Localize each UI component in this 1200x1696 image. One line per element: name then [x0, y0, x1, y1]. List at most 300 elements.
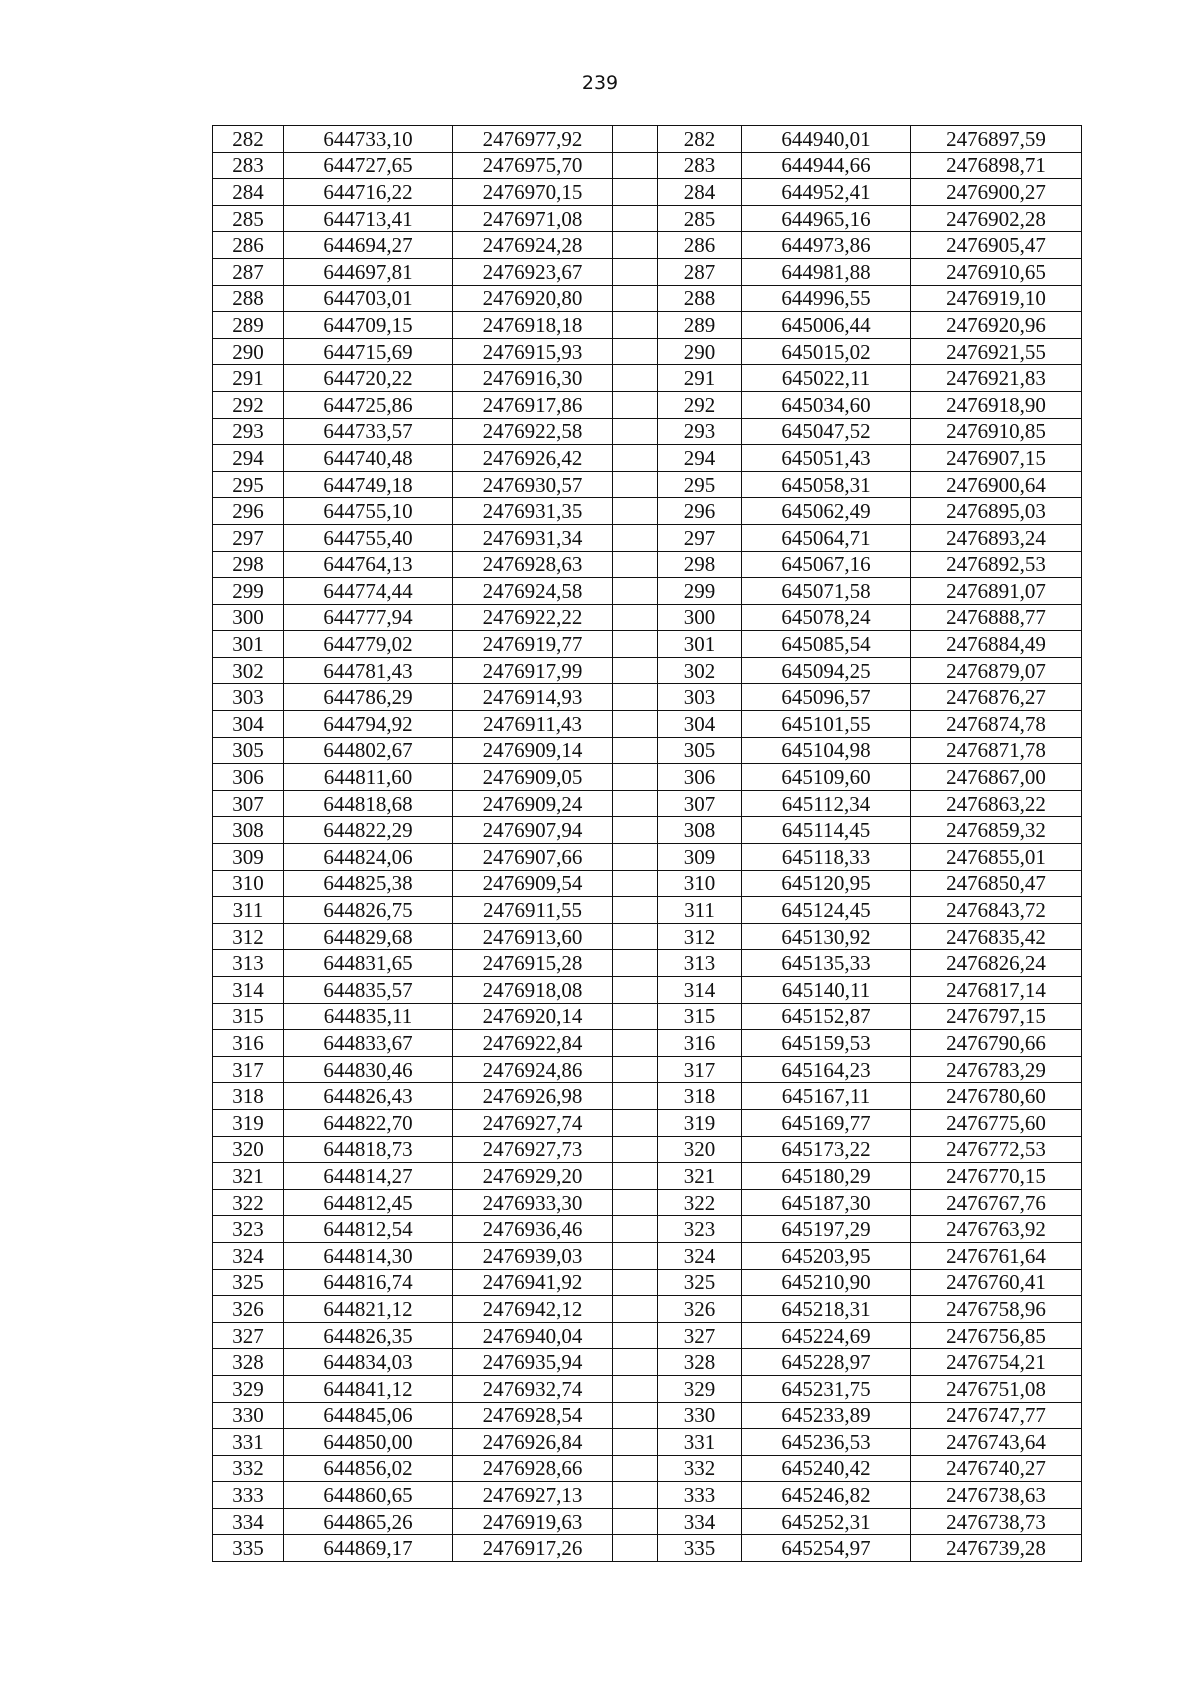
- x-coordinate-left: 644835,57: [284, 977, 453, 1004]
- point-number-right: 308: [658, 817, 742, 844]
- y-coordinate-right: 2476743,64: [911, 1429, 1082, 1456]
- x-coordinate-right: 645062,49: [742, 498, 911, 525]
- y-coordinate-right: 2476897,59: [911, 126, 1082, 153]
- y-coordinate-right: 2476876,27: [911, 684, 1082, 711]
- y-coordinate-left: 2476920,80: [453, 285, 613, 312]
- x-coordinate-right: 645231,75: [742, 1375, 911, 1402]
- y-coordinate-left: 2476923,67: [453, 258, 613, 285]
- table-row: [213, 604, 1082, 631]
- x-coordinate-left: 644826,35: [284, 1322, 453, 1349]
- point-number-left: 313: [213, 950, 284, 977]
- y-coordinate-right: 2476907,15: [911, 445, 1082, 472]
- x-coordinate-left: 644826,75: [284, 897, 453, 924]
- x-coordinate-left: 644733,57: [284, 418, 453, 445]
- point-number-left: 290: [213, 338, 284, 365]
- x-coordinate-left: 644715,69: [284, 338, 453, 365]
- table-row: [213, 152, 1082, 179]
- empty-separator-cell: [613, 1455, 658, 1482]
- x-coordinate-right: 645180,29: [742, 1163, 911, 1190]
- y-coordinate-right: 2476895,03: [911, 498, 1082, 525]
- table-row: [213, 578, 1082, 605]
- x-coordinate-right: 645169,77: [742, 1109, 911, 1136]
- x-coordinate-right: 645159,53: [742, 1030, 911, 1057]
- x-coordinate-right: 645246,82: [742, 1482, 911, 1509]
- point-number-right: 284: [658, 179, 742, 206]
- empty-separator-cell: [613, 817, 658, 844]
- y-coordinate-right: 2476758,96: [911, 1296, 1082, 1323]
- point-number-left: 309: [213, 844, 284, 871]
- y-coordinate-left: 2476926,42: [453, 445, 613, 472]
- empty-separator-cell: [613, 1109, 658, 1136]
- table-row: [213, 418, 1082, 445]
- empty-separator-cell: [613, 844, 658, 871]
- y-coordinate-left: 2476909,24: [453, 790, 613, 817]
- x-coordinate-right: 645218,31: [742, 1296, 911, 1323]
- x-coordinate-right: 645124,45: [742, 897, 911, 924]
- point-number-left: 296: [213, 498, 284, 525]
- empty-separator-cell: [613, 950, 658, 977]
- empty-separator-cell: [613, 737, 658, 764]
- point-number-left: 292: [213, 391, 284, 418]
- point-number-right: 335: [658, 1535, 742, 1562]
- y-coordinate-right: 2476775,60: [911, 1109, 1082, 1136]
- table-row: [213, 657, 1082, 684]
- x-coordinate-right: 645252,31: [742, 1508, 911, 1535]
- empty-separator-cell: [613, 126, 658, 153]
- y-coordinate-right: 2476790,66: [911, 1030, 1082, 1057]
- y-coordinate-right: 2476910,85: [911, 418, 1082, 445]
- y-coordinate-left: 2476918,18: [453, 312, 613, 339]
- x-coordinate-left: 644812,45: [284, 1189, 453, 1216]
- y-coordinate-left: 2476909,05: [453, 764, 613, 791]
- empty-separator-cell: [613, 471, 658, 498]
- empty-separator-cell: [613, 1136, 658, 1163]
- table-row: [213, 445, 1082, 472]
- point-number-left: 308: [213, 817, 284, 844]
- table-row: [213, 1189, 1082, 1216]
- x-coordinate-left: 644811,60: [284, 764, 453, 791]
- y-coordinate-left: 2476917,86: [453, 391, 613, 418]
- table-row: [213, 631, 1082, 658]
- y-coordinate-right: 2476920,96: [911, 312, 1082, 339]
- point-number-left: 326: [213, 1296, 284, 1323]
- point-number-left: 291: [213, 365, 284, 392]
- x-coordinate-right: 645015,02: [742, 338, 911, 365]
- point-number-left: 324: [213, 1242, 284, 1269]
- x-coordinate-right: 645210,90: [742, 1269, 911, 1296]
- y-coordinate-right: 2476859,32: [911, 817, 1082, 844]
- empty-separator-cell: [613, 365, 658, 392]
- y-coordinate-left: 2476977,92: [453, 126, 613, 153]
- point-number-left: 284: [213, 179, 284, 206]
- x-coordinate-right: 645118,33: [742, 844, 911, 871]
- point-number-right: 311: [658, 897, 742, 924]
- table-row: [213, 391, 1082, 418]
- y-coordinate-left: 2476928,66: [453, 1455, 613, 1482]
- x-coordinate-left: 644869,17: [284, 1535, 453, 1562]
- x-coordinate-left: 644749,18: [284, 471, 453, 498]
- y-coordinate-right: 2476756,85: [911, 1322, 1082, 1349]
- point-number-right: 328: [658, 1349, 742, 1376]
- y-coordinate-left: 2476927,13: [453, 1482, 613, 1509]
- point-number-left: 283: [213, 152, 284, 179]
- y-coordinate-right: 2476871,78: [911, 737, 1082, 764]
- point-number-right: 318: [658, 1083, 742, 1110]
- y-coordinate-right: 2476879,07: [911, 657, 1082, 684]
- y-coordinate-left: 2476928,54: [453, 1402, 613, 1429]
- x-coordinate-left: 644802,67: [284, 737, 453, 764]
- point-number-right: 329: [658, 1375, 742, 1402]
- point-number-right: 302: [658, 657, 742, 684]
- point-number-left: 300: [213, 604, 284, 631]
- point-number-left: 321: [213, 1163, 284, 1190]
- point-number-left: 312: [213, 923, 284, 950]
- empty-separator-cell: [613, 1535, 658, 1562]
- point-number-left: 285: [213, 205, 284, 232]
- y-coordinate-left: 2476931,34: [453, 524, 613, 551]
- table-row: [213, 1508, 1082, 1535]
- point-number-right: 324: [658, 1242, 742, 1269]
- x-coordinate-right: 645228,97: [742, 1349, 911, 1376]
- y-coordinate-right: 2476905,47: [911, 232, 1082, 259]
- empty-separator-cell: [613, 179, 658, 206]
- x-coordinate-right: 645130,92: [742, 923, 911, 950]
- point-number-right: 333: [658, 1482, 742, 1509]
- empty-separator-cell: [613, 1189, 658, 1216]
- point-number-left: 303: [213, 684, 284, 711]
- y-coordinate-right: 2476892,53: [911, 551, 1082, 578]
- point-number-right: 331: [658, 1429, 742, 1456]
- point-number-left: 319: [213, 1109, 284, 1136]
- y-coordinate-right: 2476919,10: [911, 285, 1082, 312]
- point-number-left: 322: [213, 1189, 284, 1216]
- empty-separator-cell: [613, 1003, 658, 1030]
- x-coordinate-left: 644786,29: [284, 684, 453, 711]
- x-coordinate-right: 645254,97: [742, 1535, 911, 1562]
- point-number-right: 287: [658, 258, 742, 285]
- table-row: [213, 1535, 1082, 1562]
- x-coordinate-left: 644697,81: [284, 258, 453, 285]
- table-row: [213, 711, 1082, 738]
- empty-separator-cell: [613, 1030, 658, 1057]
- y-coordinate-left: 2476919,63: [453, 1508, 613, 1535]
- point-number-left: 323: [213, 1216, 284, 1243]
- empty-separator-cell: [613, 1429, 658, 1456]
- y-coordinate-right: 2476797,15: [911, 1003, 1082, 1030]
- x-coordinate-right: 645240,42: [742, 1455, 911, 1482]
- y-coordinate-right: 2476826,24: [911, 950, 1082, 977]
- point-number-right: 312: [658, 923, 742, 950]
- y-coordinate-left: 2476918,08: [453, 977, 613, 1004]
- x-coordinate-left: 644825,38: [284, 870, 453, 897]
- y-coordinate-right: 2476783,29: [911, 1056, 1082, 1083]
- x-coordinate-left: 644733,10: [284, 126, 453, 153]
- y-coordinate-left: 2476916,30: [453, 365, 613, 392]
- y-coordinate-right: 2476780,60: [911, 1083, 1082, 1110]
- x-coordinate-left: 644860,65: [284, 1482, 453, 1509]
- y-coordinate-right: 2476893,24: [911, 524, 1082, 551]
- point-number-right: 307: [658, 790, 742, 817]
- point-number-right: 292: [658, 391, 742, 418]
- x-coordinate-right: 645135,33: [742, 950, 911, 977]
- x-coordinate-right: 645152,87: [742, 1003, 911, 1030]
- y-coordinate-right: 2476761,64: [911, 1242, 1082, 1269]
- point-number-left: 294: [213, 445, 284, 472]
- y-coordinate-left: 2476924,86: [453, 1056, 613, 1083]
- point-number-right: 314: [658, 977, 742, 1004]
- table-row: [213, 1296, 1082, 1323]
- point-number-left: 328: [213, 1349, 284, 1376]
- empty-separator-cell: [613, 1216, 658, 1243]
- empty-separator-cell: [613, 285, 658, 312]
- x-coordinate-right: 645101,55: [742, 711, 911, 738]
- point-number-right: 282: [658, 126, 742, 153]
- y-coordinate-right: 2476843,72: [911, 897, 1082, 924]
- point-number-left: 305: [213, 737, 284, 764]
- table-row: [213, 285, 1082, 312]
- table-row: [213, 179, 1082, 206]
- point-number-left: 282: [213, 126, 284, 153]
- empty-separator-cell: [613, 391, 658, 418]
- y-coordinate-right: 2476751,08: [911, 1375, 1082, 1402]
- empty-separator-cell: [613, 1242, 658, 1269]
- empty-separator-cell: [613, 711, 658, 738]
- x-coordinate-left: 644834,03: [284, 1349, 453, 1376]
- empty-separator-cell: [613, 152, 658, 179]
- x-coordinate-right: 645096,57: [742, 684, 911, 711]
- x-coordinate-right: 645167,11: [742, 1083, 911, 1110]
- y-coordinate-right: 2476760,41: [911, 1269, 1082, 1296]
- x-coordinate-left: 644822,29: [284, 817, 453, 844]
- empty-separator-cell: [613, 524, 658, 551]
- y-coordinate-left: 2476919,77: [453, 631, 613, 658]
- x-coordinate-right: 644940,01: [742, 126, 911, 153]
- x-coordinate-left: 644812,54: [284, 1216, 453, 1243]
- x-coordinate-left: 644826,43: [284, 1083, 453, 1110]
- x-coordinate-right: 644965,16: [742, 205, 911, 232]
- x-coordinate-right: 645112,34: [742, 790, 911, 817]
- point-number-right: 319: [658, 1109, 742, 1136]
- x-coordinate-right: 645197,29: [742, 1216, 911, 1243]
- y-coordinate-right: 2476850,47: [911, 870, 1082, 897]
- empty-separator-cell: [613, 551, 658, 578]
- point-number-right: 315: [658, 1003, 742, 1030]
- table-row: [213, 365, 1082, 392]
- point-number-left: 317: [213, 1056, 284, 1083]
- point-number-right: 317: [658, 1056, 742, 1083]
- x-coordinate-left: 644725,86: [284, 391, 453, 418]
- point-number-left: 335: [213, 1535, 284, 1562]
- x-coordinate-right: 645203,95: [742, 1242, 911, 1269]
- x-coordinate-left: 644755,40: [284, 524, 453, 551]
- point-number-left: 316: [213, 1030, 284, 1057]
- point-number-right: 332: [658, 1455, 742, 1482]
- point-number-left: 293: [213, 418, 284, 445]
- point-number-left: 325: [213, 1269, 284, 1296]
- x-coordinate-left: 644694,27: [284, 232, 453, 259]
- point-number-right: 316: [658, 1030, 742, 1057]
- x-coordinate-left: 644781,43: [284, 657, 453, 684]
- empty-separator-cell: [613, 1482, 658, 1509]
- empty-separator-cell: [613, 498, 658, 525]
- y-coordinate-right: 2476891,07: [911, 578, 1082, 605]
- point-number-left: 302: [213, 657, 284, 684]
- x-coordinate-right: 645187,30: [742, 1189, 911, 1216]
- point-number-left: 306: [213, 764, 284, 791]
- y-coordinate-right: 2476754,21: [911, 1349, 1082, 1376]
- point-number-left: 286: [213, 232, 284, 259]
- empty-separator-cell: [613, 923, 658, 950]
- x-coordinate-right: 645034,60: [742, 391, 911, 418]
- empty-separator-cell: [613, 1349, 658, 1376]
- point-number-left: 288: [213, 285, 284, 312]
- y-coordinate-right: 2476772,53: [911, 1136, 1082, 1163]
- y-coordinate-left: 2476915,28: [453, 950, 613, 977]
- y-coordinate-left: 2476922,22: [453, 604, 613, 631]
- y-coordinate-right: 2476910,65: [911, 258, 1082, 285]
- empty-separator-cell: [613, 1083, 658, 1110]
- point-number-right: 330: [658, 1402, 742, 1429]
- empty-separator-cell: [613, 684, 658, 711]
- x-coordinate-right: 645047,52: [742, 418, 911, 445]
- point-number-left: 287: [213, 258, 284, 285]
- point-number-right: 322: [658, 1189, 742, 1216]
- empty-separator-cell: [613, 604, 658, 631]
- point-number-right: 313: [658, 950, 742, 977]
- y-coordinate-left: 2476915,93: [453, 338, 613, 365]
- point-number-right: 334: [658, 1508, 742, 1535]
- point-number-left: 331: [213, 1429, 284, 1456]
- x-coordinate-left: 644764,13: [284, 551, 453, 578]
- table-row: [213, 1349, 1082, 1376]
- y-coordinate-left: 2476922,58: [453, 418, 613, 445]
- y-coordinate-right: 2476898,71: [911, 152, 1082, 179]
- point-number-right: 320: [658, 1136, 742, 1163]
- y-coordinate-left: 2476909,54: [453, 870, 613, 897]
- table-row: [213, 1136, 1082, 1163]
- table-row: [213, 897, 1082, 924]
- empty-separator-cell: [613, 1375, 658, 1402]
- x-coordinate-right: 645173,22: [742, 1136, 911, 1163]
- table-row: [213, 923, 1082, 950]
- x-coordinate-left: 644814,27: [284, 1163, 453, 1190]
- y-coordinate-left: 2476930,57: [453, 471, 613, 498]
- point-number-right: 298: [658, 551, 742, 578]
- empty-separator-cell: [613, 578, 658, 605]
- point-number-right: 303: [658, 684, 742, 711]
- y-coordinate-right: 2476884,49: [911, 631, 1082, 658]
- table-row: [213, 1375, 1082, 1402]
- table-row: [213, 764, 1082, 791]
- x-coordinate-left: 644822,70: [284, 1109, 453, 1136]
- table-row: [213, 1402, 1082, 1429]
- x-coordinate-right: 645109,60: [742, 764, 911, 791]
- y-coordinate-left: 2476913,60: [453, 923, 613, 950]
- table-row: [213, 1216, 1082, 1243]
- point-number-right: 289: [658, 312, 742, 339]
- point-number-right: 293: [658, 418, 742, 445]
- y-coordinate-right: 2476763,92: [911, 1216, 1082, 1243]
- x-coordinate-left: 644829,68: [284, 923, 453, 950]
- x-coordinate-right: 645094,25: [742, 657, 911, 684]
- point-number-left: 329: [213, 1375, 284, 1402]
- y-coordinate-left: 2476907,66: [453, 844, 613, 871]
- y-coordinate-left: 2476975,70: [453, 152, 613, 179]
- empty-separator-cell: [613, 870, 658, 897]
- x-coordinate-left: 644818,73: [284, 1136, 453, 1163]
- y-coordinate-left: 2476909,14: [453, 737, 613, 764]
- y-coordinate-left: 2476922,84: [453, 1030, 613, 1057]
- table-row: [213, 1429, 1082, 1456]
- table-row: [213, 950, 1082, 977]
- x-coordinate-left: 644703,01: [284, 285, 453, 312]
- table-row: [213, 817, 1082, 844]
- y-coordinate-left: 2476970,15: [453, 179, 613, 206]
- x-coordinate-left: 644833,67: [284, 1030, 453, 1057]
- y-coordinate-right: 2476900,27: [911, 179, 1082, 206]
- table-row: [213, 338, 1082, 365]
- table-row: [213, 1030, 1082, 1057]
- point-number-right: 301: [658, 631, 742, 658]
- point-number-right: 327: [658, 1322, 742, 1349]
- x-coordinate-left: 644777,94: [284, 604, 453, 631]
- x-coordinate-right: 644981,88: [742, 258, 911, 285]
- empty-separator-cell: [613, 1056, 658, 1083]
- table-row: [213, 524, 1082, 551]
- empty-separator-cell: [613, 764, 658, 791]
- x-coordinate-left: 644818,68: [284, 790, 453, 817]
- y-coordinate-left: 2476911,43: [453, 711, 613, 738]
- point-number-left: 304: [213, 711, 284, 738]
- x-coordinate-left: 644740,48: [284, 445, 453, 472]
- y-coordinate-right: 2476888,77: [911, 604, 1082, 631]
- table-row: [213, 1083, 1082, 1110]
- y-coordinate-right: 2476867,00: [911, 764, 1082, 791]
- x-coordinate-left: 644716,22: [284, 179, 453, 206]
- x-coordinate-left: 644841,12: [284, 1375, 453, 1402]
- point-number-right: 294: [658, 445, 742, 472]
- y-coordinate-right: 2476921,83: [911, 365, 1082, 392]
- empty-separator-cell: [613, 338, 658, 365]
- table-row: [213, 870, 1082, 897]
- y-coordinate-left: 2476931,35: [453, 498, 613, 525]
- x-coordinate-right: 645058,31: [742, 471, 911, 498]
- x-coordinate-right: 645022,11: [742, 365, 911, 392]
- x-coordinate-left: 644727,65: [284, 152, 453, 179]
- point-number-right: 309: [658, 844, 742, 871]
- y-coordinate-right: 2476747,77: [911, 1402, 1082, 1429]
- point-number-right: 321: [658, 1163, 742, 1190]
- y-coordinate-right: 2476740,27: [911, 1455, 1082, 1482]
- x-coordinate-right: 645104,98: [742, 737, 911, 764]
- empty-separator-cell: [613, 1508, 658, 1535]
- y-coordinate-left: 2476933,30: [453, 1189, 613, 1216]
- x-coordinate-right: 645164,23: [742, 1056, 911, 1083]
- x-coordinate-left: 644814,30: [284, 1242, 453, 1269]
- point-number-left: 310: [213, 870, 284, 897]
- y-coordinate-right: 2476855,01: [911, 844, 1082, 871]
- x-coordinate-right: 644996,55: [742, 285, 911, 312]
- point-number-right: 304: [658, 711, 742, 738]
- point-number-left: 307: [213, 790, 284, 817]
- x-coordinate-left: 644755,10: [284, 498, 453, 525]
- y-coordinate-left: 2476929,20: [453, 1163, 613, 1190]
- x-coordinate-left: 644816,74: [284, 1269, 453, 1296]
- table-row: [213, 551, 1082, 578]
- y-coordinate-left: 2476924,58: [453, 578, 613, 605]
- point-number-right: 290: [658, 338, 742, 365]
- point-number-right: 296: [658, 498, 742, 525]
